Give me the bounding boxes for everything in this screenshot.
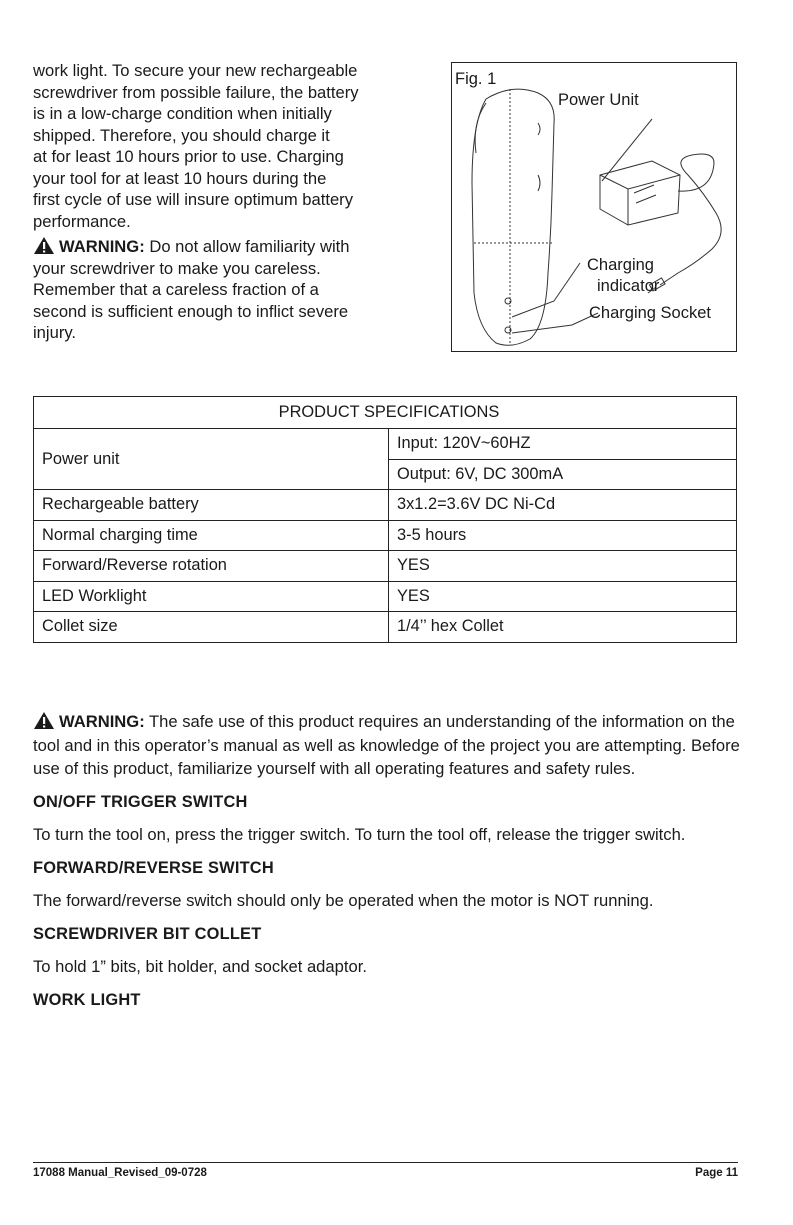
footer-page-number: Page 11	[695, 1167, 738, 1179]
table-cell-value: YES	[389, 581, 737, 612]
table-cell-label: Rechargeable battery	[34, 490, 389, 521]
figure-1	[451, 62, 737, 352]
body-text	[33, 710, 748, 1021]
table-row	[34, 520, 737, 551]
intro-line: shipped. Therefore, you should charge it	[33, 125, 330, 145]
table-cell-label: Power unit	[34, 429, 389, 490]
intro-warning-line: Remember that a careless fraction of a	[33, 280, 319, 299]
section-text-forward-reverse: The forward/reverse switch should only be operated when the motor is NOT running.	[33, 891, 654, 910]
intro-line: work light. To secure your new rechargeable	[33, 61, 358, 80]
section-heading-bit-collet: SCREWDRIVER BIT COLLET	[33, 924, 262, 943]
intro-text	[33, 60, 443, 344]
section-text-bit-collet: To hold 1” bits, bit holder, and socket adaptor.	[33, 957, 367, 976]
product-specifications-table	[33, 396, 737, 643]
table-row	[34, 490, 737, 521]
intro-line: is in a low-charge condition when initially	[33, 104, 332, 123]
intro-line: your tool for at least 10 hours during the	[33, 168, 327, 188]
warning-text: The safe use of this product requires an understanding of the information on the tool and in this operator’s manual as well as knowledge of the project you are attempting. Before use of this product, familiarize yourself with all operating features and safety rules.	[33, 712, 740, 778]
table-row	[34, 551, 737, 582]
warning-triangle-icon	[33, 711, 55, 730]
body-warning	[33, 710, 748, 781]
power-unit-label: Power Unit	[558, 91, 639, 109]
figure-label: Fig. 1	[455, 70, 497, 88]
section-heading-work-light: WORK LIGHT	[33, 990, 141, 1009]
table-cell-value: Input: 120V~60HZ	[389, 429, 737, 460]
table-cell-value: Output: 6V, DC 300mA	[389, 459, 737, 490]
table-cell-label: LED Worklight	[34, 581, 389, 612]
table-cell-value: 3-5 hours	[389, 520, 737, 551]
table-cell-value: 1/4’’ hex Collet	[389, 612, 737, 643]
table-cell-label: Forward/Reverse rotation	[34, 551, 389, 582]
intro-line: screwdriver from possible failure, the battery	[33, 82, 359, 102]
footer-divider	[33, 1162, 738, 1163]
warning-text: Do not allow familiarity with	[149, 237, 350, 256]
intro-warning-line: second is sufficient enough to inflict severe	[33, 301, 349, 321]
table-cell-value: YES	[389, 551, 737, 582]
intro-warning-line: your screwdriver to make you careless.	[33, 258, 321, 278]
warning-label: WARNING:	[59, 712, 145, 731]
charging-socket-label: Charging Socket	[589, 304, 711, 322]
intro-warning	[33, 236, 443, 258]
section-heading-forward-reverse: FORWARD/REVERSE SWITCH	[33, 858, 274, 877]
intro-line: at for least 10 hours prior to use. Charging	[33, 147, 344, 166]
intro-warning-line: injury.	[33, 323, 77, 342]
table-row	[34, 581, 737, 612]
intro-line: performance.	[33, 211, 131, 231]
charging-indicator-label: Charging	[587, 256, 654, 274]
table-cell-label: Collet size	[34, 612, 389, 643]
warning-triangle-icon	[33, 236, 55, 255]
table-cell-label: Normal charging time	[34, 520, 389, 551]
footer-document-id: 17088 Manual_Revised_09-0728	[33, 1167, 207, 1179]
section-heading-trigger: ON/OFF TRIGGER SWITCH	[33, 792, 248, 811]
table-title: PRODUCT SPECIFICATIONS	[34, 397, 737, 429]
section-text-trigger: To turn the tool on, press the trigger switch. To turn the tool off, release the trigger switch.	[33, 825, 686, 844]
charging-indicator-label-2: indicator	[597, 277, 660, 295]
warning-label: WARNING:	[59, 237, 145, 256]
intro-line: first cycle of use will insure optimum battery	[33, 190, 353, 209]
table-cell-value: 3x1.2=3.6V DC Ni-Cd	[389, 490, 737, 521]
table-row	[34, 612, 737, 643]
